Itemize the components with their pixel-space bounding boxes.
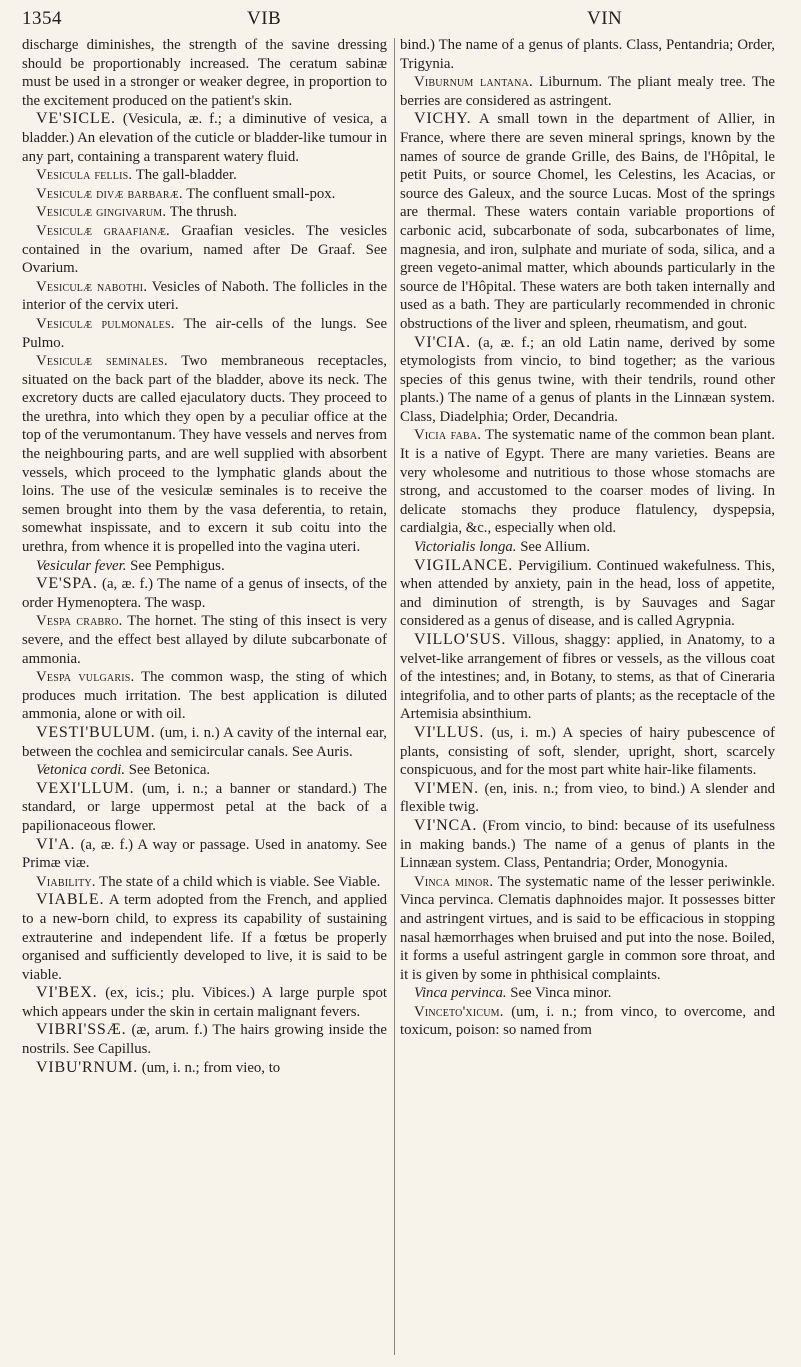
dictionary-entry	[22, 222, 387, 278]
entry-headword: Vinca minor.	[414, 873, 494, 890]
entry-headword: VI'NCA.	[414, 816, 478, 834]
entry-body: Graafian vesicles. The vesicles contained in the ovarium, named after De Graaf. See Ovarium.	[22, 222, 387, 277]
entry-headword: Vesiculæ gingivarum.	[36, 204, 167, 221]
entry-headword: Vinceto'xicum.	[414, 1003, 504, 1020]
entry-headword: VI'BEX.	[36, 984, 98, 1002]
entry-headword: Vesiculæ pulmonales.	[36, 315, 175, 332]
dictionary-entry	[400, 1003, 775, 1040]
entry-headword: Vesicula fellis.	[36, 167, 133, 184]
entry-body: (um, i. n.) A cavity of the internal ear, between the cochlea and semicircular canals. See Auris.	[22, 724, 387, 760]
entry-body: Vesicles of Naboth. The follicles in the interior of the cervix uteri.	[22, 278, 387, 314]
entry-headword: VI'LLUS.	[414, 723, 485, 741]
entry-body: See Betonica.	[128, 762, 211, 779]
right-column	[400, 36, 775, 1361]
entry-body: (æ, arum. f.) The hairs growing inside the nostrils. See Capillus.	[22, 1022, 387, 1058]
entry-headword: Vinca pervinca.	[414, 985, 507, 1002]
entry-headword: VICHY.	[414, 110, 472, 128]
dictionary-entry	[400, 631, 775, 724]
entry-body: The state of a child which is viable. See Viable.	[99, 873, 381, 890]
dictionary-entry	[22, 278, 387, 315]
entry-body: (um, i. n.; from vieo, to	[141, 1059, 281, 1076]
dictionary-entry	[400, 557, 775, 631]
entry-body: (a, æ. f.; an old Latin name, derived by some etymologists from vincio, to bind together; as the various species of this genus twine, with their tendrils, round other plants.) The name of a genus of plants in the Linnæan system. Class, Diadelphia; Order, Decandria.	[400, 334, 775, 425]
dictionary-entry	[22, 1059, 387, 1078]
entry-headword: VIBRI'SSÆ.	[36, 1021, 127, 1039]
entry-body: Pervigilium. Continued wakefulness. This, when attended by anxiety, pain in the head, loss of appetite, and diminution of strength, is by Sauvages and Sagar considered as a genus of disease, and is called Agrypnia.	[400, 557, 775, 630]
entry-body: The confluent small-pox.	[186, 185, 336, 202]
column-divider	[394, 38, 395, 1355]
entry-body: (um, i. n.; a banner or standard.) The standard, or large uppermost petal at the back of a papilionaceous flower.	[22, 780, 387, 834]
entry-body: Liburnum. The pliant mealy tree. The berries are considered as astringent.	[400, 74, 775, 109]
entry-headword: VILLO'SUS.	[414, 631, 507, 648]
left-column	[22, 36, 387, 1361]
page-number: 1354	[22, 8, 62, 29]
dictionary-entry	[400, 873, 775, 985]
entry-body: The air-cells of the lungs. See Pulmo.	[22, 315, 387, 351]
running-header	[22, 8, 779, 34]
entry-body: Two membraneous receptacles, situated on the back part of the bladder, above its neck. The excretory ducts are called ejaculatory ducts. They proceed to the urethra, into which they open by a peculiar office at the top of the verumontanum. They have vessels and nerves from the neighbouring parts, and are well supplied with absorbent vessels, which proceed to the lymphatic glands about the loins. The use of the vesiculæ seminales is to receive the semen brought into them by the vasa deferentia, to retain, somewhat inspissate, and to excern it sub coitu into the urethra, from whence it is propelled into the vagina uteri.	[22, 353, 387, 556]
dictionary-entry	[400, 73, 775, 110]
dictionary-entry	[22, 352, 387, 557]
dictionary-entry	[22, 612, 387, 668]
entry-headword: VI'A.	[36, 835, 76, 853]
entry-body: (ex, icis.; plu. Vibices.) A large purple spot which appears under the skin in certain malignant fevers.	[22, 985, 387, 1020]
entry-headword: Vesiculæ divæ barbaræ.	[36, 185, 183, 202]
dictionary-entry	[400, 334, 775, 427]
entry-body: A term adopted from the French, and applied to a new-born child, to express its capability of sustaining extrauterine and independent life. If a fœtus be properly organised and sufficiently developed to live, it is said to be viable.	[22, 892, 387, 983]
entry-body: (Vesicula, æ. f.; a diminutive of vesica, a bladder.) An elevation of the cuticle or bladder-like tumour in any part, containing a transparent watery fluid.	[22, 111, 387, 165]
entry-headword: VIGILANCE.	[414, 556, 514, 574]
dictionary-entry	[400, 724, 775, 780]
entry-body: The gall-bladder.	[135, 167, 237, 184]
dictionary-entry	[22, 110, 387, 166]
dictionary-entry	[22, 166, 387, 185]
entry-body: The systematic name of the lesser periwinkle. Vinca pervinca. Clematis daphnoides major. It possesses bitter and astringent virtues, and is said to be efficacious in stopping nasal hæmorrhages when bruised and put into the nose. Boiled, it forms a useful astringent gargle in common sore throat, and it is given by some in phthisical complaints.	[400, 873, 775, 983]
dictionary-entry	[22, 185, 387, 204]
dictionary-entry	[22, 761, 387, 780]
dictionary-entry	[400, 110, 775, 333]
entry-body: See Vinca minor.	[510, 985, 612, 1002]
dictionary-entry	[22, 891, 387, 984]
entry-body: discharge diminishes, the strength of the savine dressing should be proportionably increased. The ceratum sabinæ must be used in a stronger or weaker degree, in proportion to the excitement produced on the patient's skin.	[22, 37, 387, 109]
entry-headword: VE'SICLE.	[36, 110, 116, 128]
entry-headword: Vesicular fever.	[36, 557, 127, 574]
entry-headword: Vesiculæ nabothi.	[36, 278, 148, 295]
entry-body: The hornet. The sting of this insect is very severe, and the effect best allayed by dilute subcarbonate of ammonia.	[22, 613, 387, 667]
dictionary-entry	[22, 203, 387, 222]
entry-headword: Viability.	[36, 873, 96, 890]
entry-headword: VIBU'RNUM.	[36, 1058, 138, 1076]
entry-body: The thrush.	[169, 204, 238, 221]
dictionary-entry	[22, 724, 387, 761]
dictionary-entry	[400, 538, 775, 557]
entry-headword: VI'MEN.	[414, 779, 479, 797]
entry-headword: Vetonica cordi.	[36, 762, 126, 779]
left-guide-word: VIB	[247, 8, 282, 29]
entry-headword: VI'CIA.	[414, 333, 471, 351]
entry-headword: Vespa vulgaris.	[36, 669, 135, 686]
entry-headword: Vesiculæ seminales.	[36, 353, 168, 370]
dictionary-entry	[22, 575, 387, 612]
dictionary-entry	[400, 426, 775, 538]
entry-body: bind.) The name of a genus of plants. Class, Pentandria; Order, Trigynia.	[400, 37, 775, 72]
entry-body: (um, i. n.; from vinco, to overcome, and toxicum, poison: so named from	[400, 1003, 775, 1039]
dictionary-entry	[400, 780, 775, 817]
dictionary-entry	[22, 984, 387, 1021]
dictionary-entry	[22, 873, 387, 892]
dictionary-entry	[22, 836, 387, 873]
entry-headword: Vespa crabro.	[36, 613, 123, 630]
entry-headword: Vesiculæ graafianæ.	[36, 222, 170, 239]
entry-body: A small town in the department of Allier, in France, where there are seven mineral springs, known by the names of source de grande Grille, des Bains, de l'Hôpital, le petit Puits, or source Chomel, les Celestins, les Acacias, or source des Galeux, and the source Lucas. Most of the springs are thermal. These waters contain variable proportions of carbonic acid, subcarbonate of soda, subcarbonates of lime, magnesia, and iron, sulphate and muriate of soda, silica, and a green vegeto-animal matter, which abounds particularly in the source de l'Hôpital. These waters are both taken internally and used as a bath. They are particularly recommended in chronic obstructions of the liver and spleen, rheumatism, and gout.	[400, 111, 775, 332]
entry-body: (a, æ. f.) The name of a genus of insects, of the order Hymenoptera. The wasp.	[22, 576, 387, 611]
dictionary-entry	[22, 315, 387, 352]
dictionary-entry	[22, 36, 387, 110]
entry-headword: VESTI'BULUM.	[36, 723, 156, 741]
entry-headword: Vicia faba.	[414, 427, 482, 444]
dictionary-entry	[22, 780, 387, 836]
dictionary-entry	[400, 984, 775, 1003]
entry-headword: VEXI'LLUM.	[36, 779, 135, 797]
entry-body: Villous, shaggy: applied, in Anatomy, to a velvet-like arrangement of fibres or vessels, as the villous coat of the intestines; and, in Botany, to stems, as that of Cineraria integrifolia, and to other parts of plants; as the receptacle of the Artemisia absinthium.	[400, 632, 775, 723]
entry-body: The systematic name of the common bean plant. It is a native of Egypt. There are many varieties. Beans are very wholesome and nutritious to those whose stomachs are strong, and accustomed to the coarser modes of living. In delicate stomachs they produce flatulency, dyspepsia, cardialgia, &c., especially when old.	[400, 427, 775, 537]
entry-body: The common wasp, the sting of which produces much irritation. The best application is diluted ammonia, alone or with oil.	[22, 669, 387, 723]
dictionary-entry	[22, 668, 387, 724]
entry-headword: VE'SPA.	[36, 575, 98, 593]
entry-body: See Allium.	[520, 539, 591, 556]
entry-headword: Viburnum lantana.	[414, 74, 533, 91]
entry-body: (us, i. m.) A species of hairy pubescence of plants, consisting of soft, slender, upright, short, scarcely conspicuous, and for the most part white hair-like filaments.	[400, 724, 775, 779]
entry-body: (en, inis. n.; from vieo, to bind.) A slender and flexible twig.	[400, 780, 775, 816]
dictionary-entry	[22, 557, 387, 576]
dictionary-entry	[400, 36, 775, 73]
right-guide-word: VIN	[587, 8, 623, 29]
dictionary-entry	[400, 817, 775, 873]
entry-body: (From vincio, to bind: because of its usefulness in making bands.) The name of a genus of plants in the Linnæan system. Class, Pentandria; Order, Monogynia.	[400, 817, 775, 872]
entry-headword: Victorialis longa.	[414, 539, 517, 556]
entry-body: See Pemphigus.	[130, 557, 225, 574]
entry-body: (a, æ. f.) A way or passage. Used in anatomy. See Primæ viæ.	[22, 836, 387, 872]
dictionary-entry	[22, 1021, 387, 1058]
entry-headword: VIABLE.	[36, 891, 105, 909]
